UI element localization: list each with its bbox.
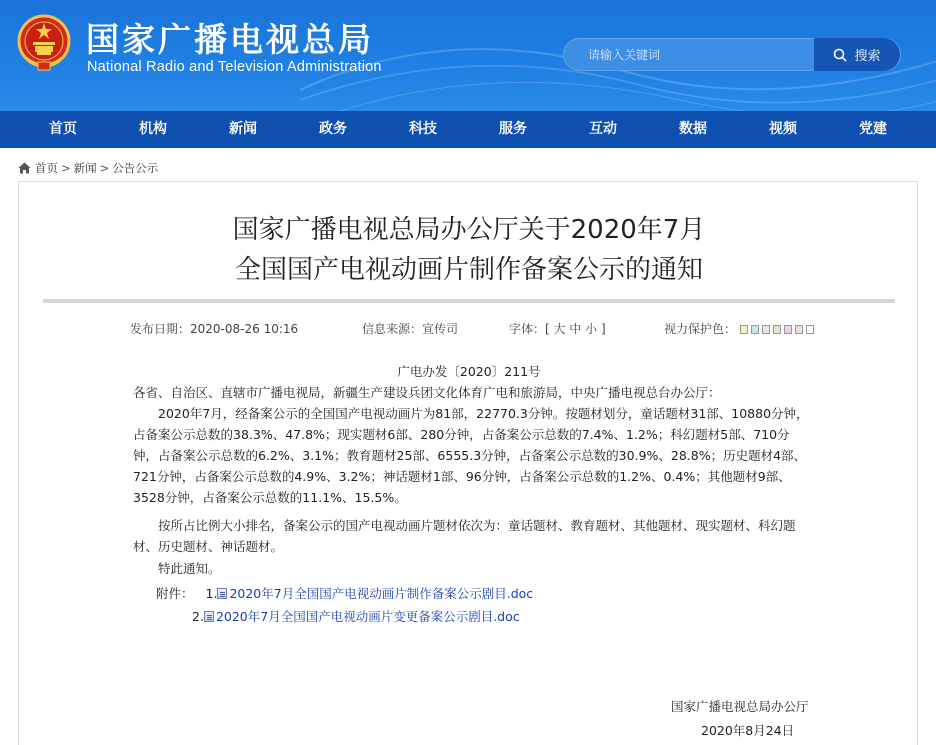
home-icon — [18, 162, 31, 174]
signature-organization: 国家广播电视总局办公厅 — [671, 699, 809, 714]
nav-item-government[interactable]: 政务 — [319, 121, 347, 137]
recipients: 各省、自治区、直辖市广播电视局，新疆生产建设兵团文化体育广电和旅游局，中央广播电视总台办公厅： — [133, 385, 721, 400]
font-size-control — [509, 320, 606, 337]
nav-item-data[interactable]: 数据 — [679, 121, 707, 137]
attachment-link-1[interactable]: 2020年7月全国国产电视动画片制作备案公示剧目.doc — [229, 586, 534, 601]
body-paragraph-3: 特此通知。 — [133, 561, 221, 576]
search-box — [563, 38, 901, 71]
eye-color-swatch[interactable] — [762, 325, 770, 334]
info-source-value: 宣传司 — [422, 322, 459, 336]
document-number: 广电办发〔2020〕211号 — [397, 364, 541, 379]
doc-file-icon — [204, 611, 214, 622]
breadcrumb-news[interactable]: 新闻 — [73, 161, 97, 175]
attachment-index: 2. — [192, 608, 204, 624]
publish-date-label: 发布日期： — [130, 322, 191, 336]
signature-date: 2020年8月24日 — [701, 723, 795, 738]
info-source-label: 信息来源： — [362, 322, 423, 336]
article-container — [18, 181, 918, 745]
article-title — [19, 210, 919, 290]
nav-item-home[interactable]: 首页 — [49, 121, 77, 137]
title-divider — [43, 299, 895, 303]
nav-item-technology[interactable]: 科技 — [409, 121, 437, 137]
breadcrumb-home[interactable]: 首页 — [35, 161, 58, 175]
national-emblem-icon — [16, 14, 72, 72]
search-button-label: 搜索 — [854, 49, 881, 64]
attachments-label: 附件： — [156, 586, 194, 601]
nav-item-interaction[interactable]: 互动 — [589, 121, 617, 137]
body-paragraph-2: 按所占比例大小排名，备案公示的国产电视动画片题材依次为：童话题材、教育题材、其他题材、现实题材、科幻题材、历史题材、神话题材。 — [133, 518, 796, 554]
search-button[interactable] — [814, 38, 900, 71]
info-source — [362, 320, 458, 337]
eye-color-swatch[interactable] — [806, 325, 814, 334]
eye-protection-control — [664, 320, 817, 337]
main-nav — [0, 111, 936, 148]
font-size-options[interactable]: [ 大 中 小 ] — [545, 322, 606, 336]
doc-file-icon — [217, 588, 227, 599]
nav-item-news[interactable]: 新闻 — [229, 121, 257, 137]
publish-date-value: 2020-08-26 10:16 — [190, 322, 299, 336]
article-title-line1: 国家广播电视总局办公厅关于2020年7月 — [232, 215, 706, 245]
font-size-label: 字体： — [509, 322, 546, 336]
attachment-link-2[interactable]: 2020年7月全国国产电视动画片变更备案公示剧目.doc — [215, 609, 520, 624]
nav-item-services[interactable]: 服务 — [499, 121, 527, 137]
article-title-line2: 全国国产电视动画片制作备案公示的通知 — [234, 255, 703, 285]
body-paragraph-1: 2020年7月，经备案公示的全国国产电视动画片为81部，22770.3分钟。按题材划分，童话题材31部、10880分钟，占备案公示总数的38.3%、47.8%；现实题材6部、280分钟，占备案公示总数的7.4%、1.2%；科幻题材5部、710分钟，占备案公示总数的6.2%、3.1%；教育题材25部、6555.3分钟，占备案公示总数的30.9%、28.8%；历史题材4部、721分钟，占备案公示总数的4.9%、3.2%；神话题材1部、96分钟，占备案公示总数的1.2%、0.4%；其他题材9部、3528分钟，占备案公示总数的11.1%、15.5%。 — [133, 406, 809, 505]
eye-color-swatch[interactable] — [751, 325, 759, 334]
nav-item-party[interactable]: 党建 — [859, 121, 887, 137]
attachment-row-1 — [156, 584, 533, 602]
breadcrumb-separator: > — [61, 161, 71, 175]
eye-color-swatches — [740, 322, 817, 336]
nav-item-org[interactable]: 机构 — [139, 121, 167, 137]
eye-color-swatch[interactable] — [740, 325, 748, 334]
eye-color-swatch[interactable] — [784, 325, 792, 334]
eye-color-swatch[interactable] — [795, 325, 803, 334]
breadcrumb-separator: > — [99, 161, 110, 175]
site-header — [0, 0, 936, 111]
attachment-row-2 — [192, 607, 520, 625]
eye-color-swatch[interactable] — [773, 325, 781, 334]
search-icon — [833, 48, 847, 62]
eye-protection-label: 视力保护色： — [664, 322, 737, 336]
attachment-index: 1. — [205, 585, 218, 601]
breadcrumb-notices[interactable]: 公告公示 — [112, 161, 159, 175]
site-title-en[interactable]: National Radio and Television Administration — [87, 59, 382, 75]
breadcrumb — [18, 160, 158, 176]
search-input[interactable] — [564, 39, 816, 70]
publish-date — [130, 320, 298, 337]
site-title-cn[interactable]: 国家广播电视总局 — [86, 20, 374, 59]
nav-item-video[interactable]: 视频 — [769, 121, 797, 137]
